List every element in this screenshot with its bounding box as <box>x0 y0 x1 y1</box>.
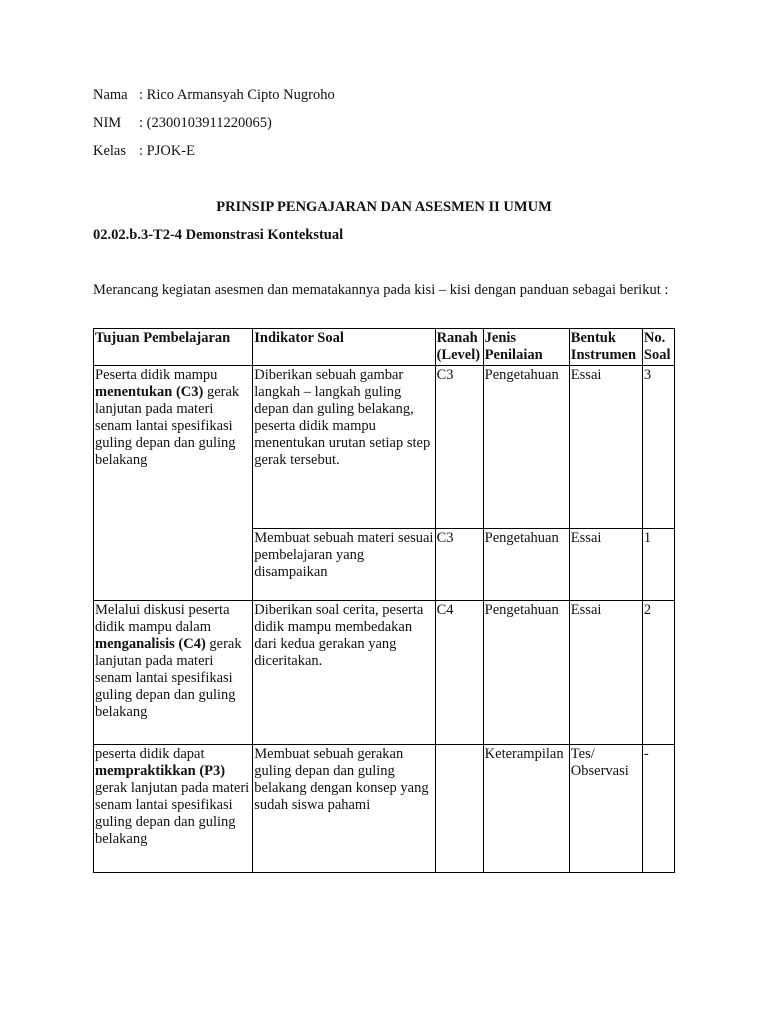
jenis-cell: Pengetahuan <box>483 601 569 745</box>
bentuk-cell: Essai <box>569 601 642 745</box>
no-soal-cell: 2 <box>642 601 674 745</box>
ranah-cell <box>435 745 483 873</box>
header-ranah: Ranah (Level) <box>435 329 483 366</box>
ranah-cell: C4 <box>435 601 483 745</box>
header-indikator: Indikator Soal <box>253 329 435 366</box>
intro-paragraph: Merancang kegiatan asesmen dan mematakannya pada kisi – kisi dengan panduan sebagai berikut : <box>93 282 669 298</box>
bentuk-cell: Tes/ Observasi <box>569 745 642 873</box>
tujuan-cell: Melalui diskusi peserta didik mampu dalam menganalisis (C4) gerak lanjutan pada materi senam lantai spesifikasi guling depan dan guling belakang <box>94 601 253 745</box>
header-tujuan: Tujuan Pembelajaran <box>94 329 253 366</box>
tujuan-cell: peserta didik dapat mempraktikkan (P3) gerak lanjutan pada materi senam lantai spesifikasi guling depan dan guling belakang <box>94 745 253 873</box>
bentuk-cell: Essai <box>569 529 642 601</box>
name-label: Nama <box>93 87 128 103</box>
document-title: PRINSIP PENGAJARAN DAN ASESMEN II UMUM <box>216 199 552 215</box>
tujuan-cell: Peserta didik mampu menentukan (C3) gerak lanjutan pada materi senam lantai spesifikasi guling depan dan guling belakang <box>94 366 253 601</box>
jenis-cell: Pengetahuan <box>483 529 569 601</box>
table-row <box>94 366 675 529</box>
document-subtitle: 02.02.b.3-T2-4 Demonstrasi Kontekstual <box>93 227 344 243</box>
jenis-cell: Keterampilan <box>483 745 569 873</box>
table-row <box>94 601 675 745</box>
bentuk-cell: Essai <box>569 366 642 529</box>
nim-value: : (2300103911220065) <box>139 115 272 131</box>
ranah-cell: C3 <box>435 529 483 601</box>
indikator-cell: Membuat sebuah gerakan guling depan dan guling belakang dengan konsep yang sudah siswa pahami <box>253 745 435 873</box>
ranah-cell: C3 <box>435 366 483 529</box>
table-header-row <box>94 329 675 366</box>
no-soal-cell: 3 <box>642 366 674 529</box>
header-jenis: Jenis Penilaian <box>483 329 569 366</box>
class-value: : PJOK-E <box>139 143 195 159</box>
no-soal-cell: 1 <box>642 529 674 601</box>
name-value: : Rico Armansyah Cipto Nugroho <box>139 87 335 103</box>
indikator-cell: Diberikan sebuah gambar langkah – langkah guling depan dan guling belakang, peserta didik mampu menentukan urutan setiap step gerak tersebut. <box>253 366 435 529</box>
student-class-row <box>93 143 195 160</box>
nim-label: NIM <box>93 115 122 131</box>
indikator-cell: Membuat sebuah materi sesuai pembelajaran yang disampaikan <box>253 529 435 601</box>
table-row <box>94 745 675 873</box>
student-name-row <box>93 87 335 104</box>
header-bentuk: Bentuk Instrumen <box>569 329 642 366</box>
indikator-cell: Diberikan soal cerita, peserta didik mampu membedakan dari kedua gerakan yang diceritakan. <box>253 601 435 745</box>
header-no-soal: No. Soal <box>642 329 674 366</box>
jenis-cell: Pengetahuan <box>483 366 569 529</box>
no-soal-cell: - <box>642 745 674 873</box>
student-nim-row <box>93 115 272 132</box>
assessment-grid-table <box>93 328 675 873</box>
class-label: Kelas <box>93 143 127 159</box>
